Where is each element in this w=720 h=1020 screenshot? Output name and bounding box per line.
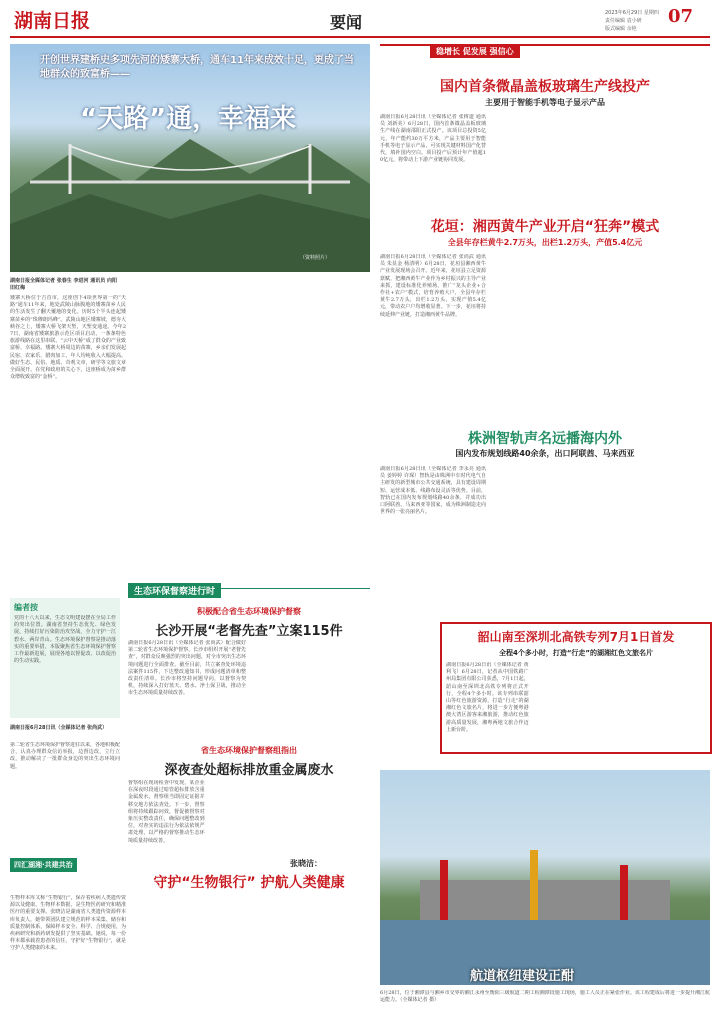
editor-line-2: 版式编辑 余艳 [605,26,637,32]
shaoshan-body: 湖南日报6月28日讯（全媒体记者 黄利飞）6月28日，记者从中国铁路广州局集团有限公司获悉，7月1日起，韶山南至深圳北高铁专列将正式开行，全程4个多小时。该专列串联韶山等红色旅游资源，打造“行走”的湖湘红色文旅名片，将进一步方便粤港澳大湾区游客来湘旅游，推动红色旅游高质量发展，湘粤两地文旅合作迈上新台阶。 [446,662,529,733]
shaoshan-side-col [380,622,436,754]
huahua-title: 花垣：湘西黄牛产业开启“狂奔”模式 [430,219,660,235]
bottom-left-title: 守护“生物银行” 护航人类健康 [153,875,345,891]
section-title: 要闻 [330,13,363,32]
ecology2-kicker: 省生态环境保护督察组指出 [201,746,297,755]
page-number: 07 [668,6,694,27]
lead-byline: 湖南日报全媒体记者 张春生 李进河 通讯员 向阳 田红梅 [10,278,117,291]
shaoshan-box [440,622,712,754]
bottom-right-photo [380,770,710,985]
bottom-left-body: 生物样本库又称“生物银行”，保存着疾病人类遗传资源以及健康、生物样本数据，是生物医药研究和精准医疗的重要支撑。张晓洁是湖南省人类遗传资源样本库负责人，她带领团队建立规范的样本采集、储存和质量控制体系，保障样本安全、科学、合规使用，为疾病研究和新药研发提供了坚实基础。她说，每一份样本都承载着患者的信任，守护好“生物银行”，就是守护人类健康的未来。 [10,895,126,952]
bottom-right-title: 航道枢纽建设正酣 [470,969,575,984]
top-tag-bar [380,44,710,58]
mb-subtitle: 主要用于智能手机等电子显示产品 [485,98,605,107]
shaoshan-title: 韶山南至深圳北高铁专列7月1日首发 [477,630,675,644]
masthead [0,0,720,40]
lead-banner-text: 开创世界建桥史多项先河的矮寨大桥，通车11年来成效十足，更成了当地群众的致富桥—— [40,55,354,80]
ecology-kicker: 积极配合省生态环境保护督察 [197,607,301,616]
lead-photo [10,44,370,272]
ecology2-body: 督察组在现场检查中发现，某企业在深夜时段通过暗管超标排放含重金属废水，督察组当即固定证据并移交地方依法查处。下一步，督察组将持续跟踪问效，督促被督察对象压实整改责任，确保问题整改到位，对查实的违法行为依法依规严肃处理，以严格的督察推动生态环境质量持续改善。 [128,780,205,844]
editor-note-label: 编者按 [14,603,38,612]
zhuzhou-subtitle: 国内发布规划线路40余条，出口阿联酋、马来西亚 [455,449,635,458]
editor-note-box [10,598,120,718]
ecology-body: 湖南日报6月28日讯（全媒体记者 张尚武）配合做好第二轮省生态环境保护督察，长沙市组织开展“老督先查”，对群众反映强烈的突出问题、对全市突出生态环境问题进行全面排查。截至目前，共立案查处环境违法案件115件，下达整改通知书，形成问题清单和整改责任清单。长沙市将坚持问题导向，以督察为契机，持续深入打好蓝天、碧水、净土保卫战，推动全市生态环境质量持续改善。 [128,640,246,697]
ecology-note-byline: 湖南日报6月28日讯（全媒体记者 张尚武） [10,725,108,731]
zhuzhou-title: 株洲智轨声名远播海内外 [468,431,622,447]
date-line: 2023年6月29日 星期四 [605,10,659,16]
huahua-body: 湖南日报6月28日讯（全媒体记者 张尚武 通讯员 朱显金 杨清明）6月28日，花垣县湘西黄牛产业发展现场会召开。近年来，花垣县立足资源禀赋，把湘西黄牛产业作为乡村振兴的主导产业来抓，建设标准化养殖场，推广“龙头企业+合作社+农户”模式，培育养殖大户，全县年存栏黄牛2.7万头，出栏1.2万头，实现产值5.4亿元，带动农户户均增收显著。下一步，花垣将持续延伸产业链，打造湘西黄牛品牌。 [380,254,486,318]
editor-line-1: 责任编辑 袁小研 [605,18,642,24]
zhuzhou-body: 湖南日报6月28日讯（全媒体记者 李永亮 通讯员 姜婷婷 许琛）智轨是由株洲中车时代电气自主研发的新型城市公共交通系统，具有建设周期短、运营成本低、线路布设灵活等优势。目前，智轨已在国内发布规划线路40余条，并成功出口阿联酋、马来西亚等国家，成为株洲制造走向世界的一张亮丽名片。 [380,466,486,516]
masthead-rule [10,36,710,38]
ecology-note-body: 第二轮省生态环境保护督察进驻以来，各地积极配合，认真办理群众信访举报，边督边改，立行立改，推动解决了一批群众身边的突出生态环境问题。 [10,742,120,770]
mb-body: 湖南日报6月28日讯（全媒体记者 张树道 通讯员 刘新美）6月28日，国内首条微晶盖板玻璃生产线在湖南邵阳正式投产。该项目总投资5亿元，年产能约30万平方米，产品主要用于智能手机等电子显示产品，可实现关键材料国产化替代，填补国内空白。项目投产后预计年产值超10亿元，将带动上下游产业链协同发展。 [380,114,486,164]
huahua-subtitle: 全县年存栏黄牛2.7万头，出栏1.2万头，产值5.4亿元 [447,238,643,247]
ecology-band-label: 生态环保督察进行时 [128,583,221,598]
bottom-left-badge: 四汇湖湘·共建共治 [10,858,77,872]
shaoshan-subtitle: 全程4个多小时，打造“行走”的湖湘红色文旅名片 [498,649,654,657]
editor-note-body: 党的十八大以来，生态文明建设摆在全局工作的突出位置。湖南省坚持生态优先、绿色发展，持续打好污染防治攻坚战，全力守护一江碧水、两岸青山。生态环境保护督察是推动落实的重要举措，本版聚焦省生态环境保护督察工作最新进展，展现各地以督促改、以改促治的生动实践。 [14,615,116,665]
bottom-left-author: 张晓洁： [290,859,322,868]
bottom-right-caption: 6月28日，位于湘潭县与湘乡市交界的湘江永州至衡阳三级航道二期工程湘潭段施工现场，施工人员正在紧张作业。该工程建成后将进一步提升湘江航运能力。（全媒体记者 摄） [380,990,710,1004]
paper-name: 湖南日报 [14,10,91,32]
mb-title: 国内首条微晶盖板玻璃生产线投产 [440,79,650,95]
lead-title: “天路”通，幸福来 [80,104,297,134]
lead-photo-caption: （资料照片） [300,255,331,261]
ecology-title: 长沙开展“老督先查”立案115件 [155,624,343,639]
ecology-band [128,588,370,600]
lead-body: 矮寨大桥位于吉首市，这座创下4项世界第一的“天路”通车11年来，地处武陵山脉腹地的矮寨苗乡人民的生活发生了翻天覆地的变化。历时5个半头连起矮寨苗乡的“珠穆朗玛峰”。武陵山地区矮寨坡，德夯大峡谷之上，矮寨大桥飞架天堑，天堑变通途。今年27日，湖南省矮寨旅游示范区项目启动，一条条特色旅游线路在这里串联。“云中天桥”成了群众的产业致富桥、幸福路。矮寨大桥周边的苗寨，乡亲们发展起民宿、农家乐、腊肉加工，年人均纯收入大幅提高。做好生态、民俗、地质、奇观文章，研学等文旅文章全面展开。在党和政府的关心下，这座桥成为苗乡群众增收致富的“金桥”。 [10,295,126,381]
construction-illustration [380,770,710,985]
top-tag: 稳增长 促发展 强信心 [430,45,520,58]
ecology2-title: 深夜查处超标排放重金属废水 [164,763,334,778]
